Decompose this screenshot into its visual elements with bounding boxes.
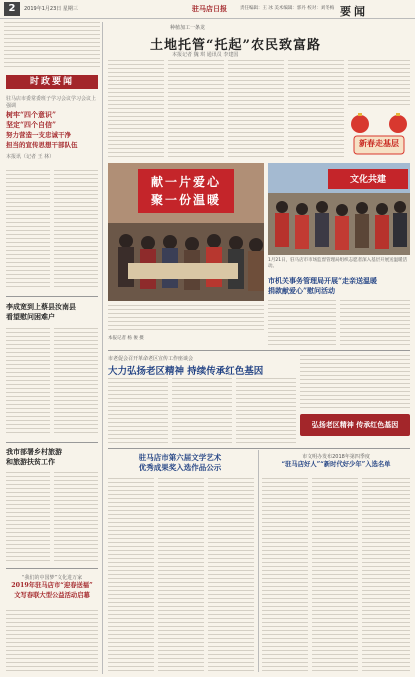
header-brand: 驻马店日报 bbox=[192, 4, 227, 13]
spring-badge bbox=[348, 110, 410, 160]
divider bbox=[108, 350, 410, 351]
news-photo-charity bbox=[108, 163, 264, 301]
story-body bbox=[268, 300, 336, 346]
left-top-text bbox=[4, 22, 100, 72]
story-headline-line: 优秀成果奖入选作品公示 bbox=[138, 463, 222, 472]
story-headline-line: 文写春联大型公益活动启幕 bbox=[14, 592, 90, 599]
story-headline-line: 努力营造一支忠诚干净 bbox=[6, 131, 71, 139]
story-body bbox=[340, 300, 410, 346]
feature-byline: 本报记者 魏 琪 通讯员 李建国 bbox=[172, 52, 239, 58]
story-headline-line: 和旅游扶贫工作 bbox=[6, 457, 55, 466]
story-headline: “驻马店好人”“新时代好少年”入选名单 bbox=[281, 461, 391, 468]
story-headline-line: 驻马店市第六届文学艺术 bbox=[138, 453, 222, 462]
photo-byline: 本报记者 杨 俊 摄 bbox=[108, 336, 144, 341]
divider bbox=[6, 296, 98, 297]
slogan-text: 弘扬老区精神 传承红色基因 bbox=[311, 420, 399, 429]
story-body bbox=[172, 378, 232, 444]
news-photo-volunteers bbox=[268, 163, 410, 255]
story-body bbox=[6, 610, 98, 672]
story-body bbox=[108, 378, 168, 444]
story-good-people bbox=[262, 453, 410, 470]
honor-list bbox=[362, 478, 410, 672]
feature-body bbox=[348, 60, 410, 108]
feature-body bbox=[228, 60, 284, 158]
photo-caption-lines bbox=[108, 305, 264, 333]
story-headline: 大力弘扬老区精神 持续传承红色基因 bbox=[108, 366, 264, 377]
story-byline: 本报讯（记者 王 林） bbox=[6, 154, 55, 160]
story-headline-line: 坚定“四个自信” bbox=[6, 120, 57, 129]
story-tourism bbox=[6, 447, 98, 467]
story-headline-line: 捐款献爱心”慰问活动 bbox=[268, 286, 336, 295]
story-body bbox=[300, 355, 410, 411]
photo-caption: 1月21日，驻马店市市场监督管理局组织志愿者深入基层开展送温暖活动。 bbox=[268, 258, 408, 269]
story-headline-line: 我市部署乡村旅游 bbox=[6, 447, 62, 456]
feature-kicker: 种植加工一条龙 bbox=[170, 25, 206, 31]
column-rule bbox=[258, 450, 259, 672]
story-headline-line: 2019年驻马店市“迎春送福” bbox=[11, 582, 93, 589]
story-body bbox=[54, 328, 98, 436]
story-warmth bbox=[268, 276, 410, 296]
slogan-banner bbox=[300, 414, 410, 436]
story-visit bbox=[6, 302, 98, 322]
feature-body bbox=[168, 60, 224, 158]
divider bbox=[108, 448, 410, 449]
story-culture-awards bbox=[110, 453, 250, 473]
awards-list bbox=[208, 478, 254, 672]
story-body bbox=[54, 472, 98, 562]
story-body bbox=[6, 328, 50, 436]
divider bbox=[6, 568, 98, 569]
story-kicker: 市文明办发布2018年第四季度 bbox=[302, 454, 370, 460]
spring-badge-text: 新春走基层 bbox=[359, 138, 399, 148]
story-kicker: 驻马店市委常委班子学习会议学习会议上强调 bbox=[6, 96, 97, 109]
story-spring-couplets bbox=[6, 574, 98, 601]
story-headline-line: 树牢“四个意识” bbox=[6, 110, 57, 119]
story-body bbox=[6, 170, 50, 290]
story-kicker: 市老促会召开革命老区宣传工作座谈会 bbox=[108, 356, 194, 362]
story-kicker: “我们的中国梦”文化进万家 bbox=[21, 575, 83, 581]
lantern-ornament-icon bbox=[348, 110, 410, 160]
story-body bbox=[236, 378, 296, 444]
column-rule bbox=[102, 22, 103, 674]
header-date: 2019年1月23日 星期三 bbox=[24, 6, 78, 12]
story-headline-line: 担当的宣传思想干部队伍 bbox=[6, 141, 78, 149]
text-block bbox=[4, 22, 100, 68]
honor-list bbox=[262, 478, 308, 672]
awards-list bbox=[158, 478, 204, 672]
story-body bbox=[6, 472, 50, 562]
story-headline-line: 市机关事务管理局开展“走亲送温暖 bbox=[268, 276, 378, 285]
divider bbox=[6, 442, 98, 443]
feature-headline: 土地托管“托起”农民致富路 bbox=[150, 38, 321, 53]
feature-body bbox=[108, 60, 164, 158]
story-study-session bbox=[6, 96, 98, 160]
awards-list bbox=[108, 478, 154, 672]
section-banner: 时政要闻 bbox=[6, 75, 98, 89]
story-body bbox=[54, 170, 98, 290]
photo-banner-text: 文化共建 bbox=[349, 175, 386, 185]
photo-banner-line: 献一片爱心 bbox=[150, 175, 221, 189]
header-editors: 责任编辑：王 冰 美术编辑：郭丹 校对：刘冬梅 bbox=[240, 6, 335, 11]
feature-body bbox=[288, 60, 344, 158]
page-number: 2 bbox=[4, 2, 20, 16]
section-title: 要闻 bbox=[340, 5, 368, 18]
story-headline-line: 李成宽到上蔡县汝南县 bbox=[6, 302, 76, 311]
honor-list bbox=[312, 478, 358, 672]
photo-banner-line: 聚一份温暖 bbox=[150, 193, 221, 207]
story-headline-line: 看望慰问困难户 bbox=[6, 312, 55, 321]
